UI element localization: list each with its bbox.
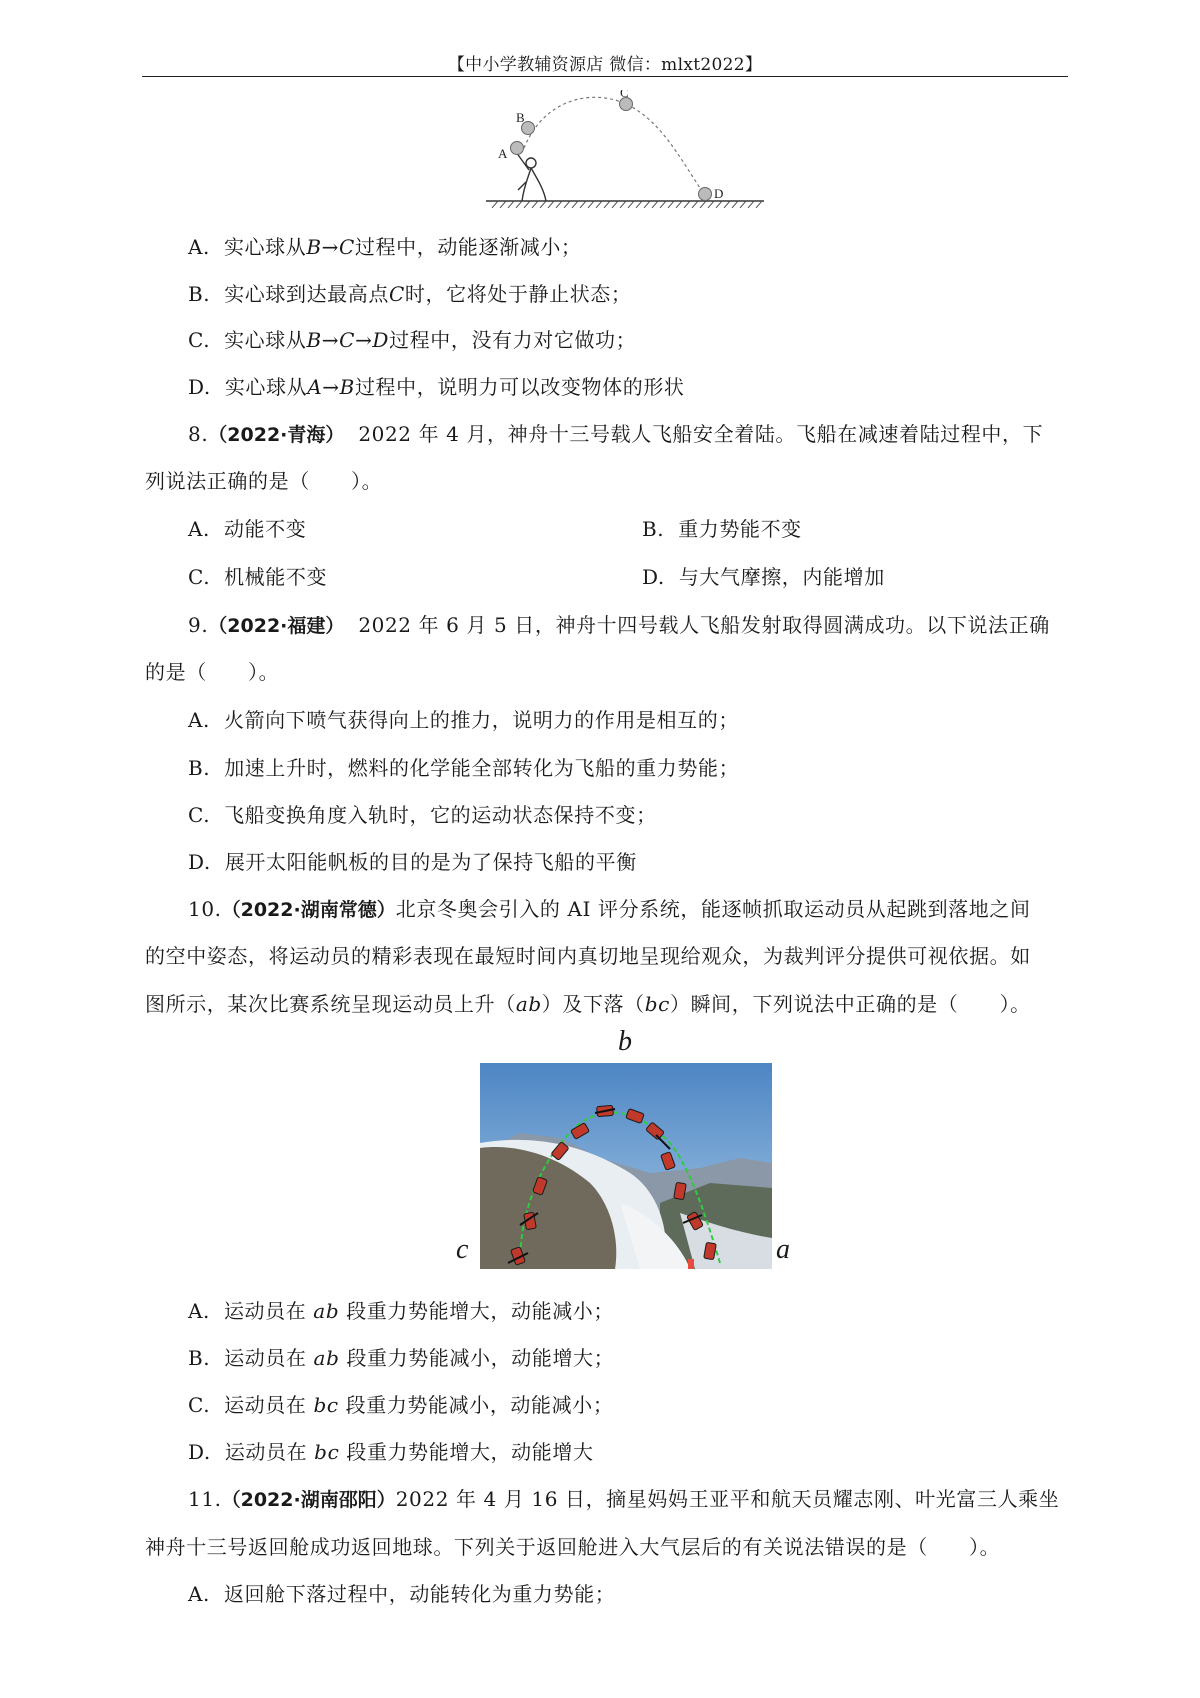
- q10-option-d: D. 运动员在 bc 段重力势能增大，动能增大: [188, 1440, 594, 1464]
- q8-stem-line2: 列说法正确的是（ ）。: [145, 469, 383, 493]
- q9-option-c: C. 飞船变换角度入轨时，它的运动状态保持不变；: [188, 803, 657, 827]
- q9-stem-line1: 9.（2022·福建） 2022 年 6 月 5 日，神舟十四号载人飞船发射取得圆满成功。以下说法正确: [188, 613, 1050, 637]
- q11-option-a: A. 返回舱下落过程中，动能转化为重力势能；: [188, 1582, 616, 1606]
- label-a: A: [498, 146, 508, 161]
- label-d: D: [714, 186, 724, 201]
- q7-option-c: C. 实心球从B→C→D过程中，没有力对它做功；: [188, 328, 637, 352]
- figure-label-b: b: [618, 1026, 632, 1057]
- q8-option-b: B. 重力势能不变: [642, 517, 802, 541]
- q10-stem-line2: 的空中姿态，将运动员的精彩表现在最短时间内真切地呈现给观众，为裁判评分提供可视依据。如: [145, 944, 1031, 968]
- figure-label-c: c: [456, 1234, 469, 1265]
- q10-option-a: A. 运动员在 ab 段重力势能增大，动能减小；: [188, 1299, 614, 1323]
- q7-option-a: A. 实心球从B→C过程中，动能逐渐减小；: [188, 235, 582, 259]
- q8-stem-line1: 8.（2022·青海） 2022 年 4 月，神舟十三号载人飞船安全着陆。飞船在减速着陆过程中，下: [188, 422, 1044, 446]
- q10-option-b: B. 运动员在 ab 段重力势能减小，动能增大；: [188, 1346, 615, 1370]
- q9-stem-line2: 的是（ ）。: [145, 660, 280, 684]
- q8-option-a: A. 动能不变: [188, 517, 307, 541]
- q8-option-d: D. 与大气摩擦，内能增加: [642, 565, 885, 589]
- q9-option-d: D. 展开太阳能帆板的目的是为了保持飞船的平衡: [188, 850, 637, 874]
- q10-stem-line3: 图所示，某次比赛系统呈现运动员上升（ab）及下落（bc）瞬间，下列说法中正确的是（ ）。: [145, 992, 1031, 1016]
- q11-stem-line2: 神舟十三号返回舱成功返回地球。下列关于返回舱进入大气层后的有关说法错误的是（ ）。: [145, 1535, 1001, 1559]
- q10-option-c: C. 运动员在 bc 段重力势能减小，动能减小；: [188, 1393, 614, 1417]
- label-b: B: [516, 110, 525, 125]
- q7-option-b: B. 实心球到达最高点C时，它将处于静止状态；: [188, 282, 632, 306]
- ball-a: [511, 142, 524, 155]
- header-rule: [142, 76, 1068, 77]
- q11-stem-line1: 11.（2022·湖南邵阳）2022 年 4 月 16 日，摘星妈妈王亚平和航天员耀志刚、叶光富三人乘坐: [188, 1487, 1060, 1511]
- ball-d: [699, 188, 712, 201]
- q9-option-b: B. 加速上升时，燃料的化学能全部转化为飞船的重力势能；: [188, 756, 740, 780]
- figure-label-a: a: [776, 1234, 790, 1265]
- shot-put-trajectory-figure: [486, 90, 766, 208]
- ski-jump-photo: [480, 1063, 772, 1269]
- q7-option-d: D. 实心球从A→B过程中，说明力可以改变物体的形状: [188, 375, 685, 399]
- label-c: C: [620, 90, 629, 100]
- q10-stem-line1: 10.（2022·湖南常德）北京冬奥会引入的 AI 评分系统，能逐帧抓取运动员从起跳到落地之间: [188, 897, 1031, 921]
- q9-option-a: A. 火箭向下喷气获得向上的推力，说明力的作用是相互的；: [188, 708, 739, 732]
- q8-option-c: C. 机械能不变: [188, 565, 328, 589]
- page-header: 【中小学教辅资源店 微信：mlxt2022】: [447, 55, 763, 75]
